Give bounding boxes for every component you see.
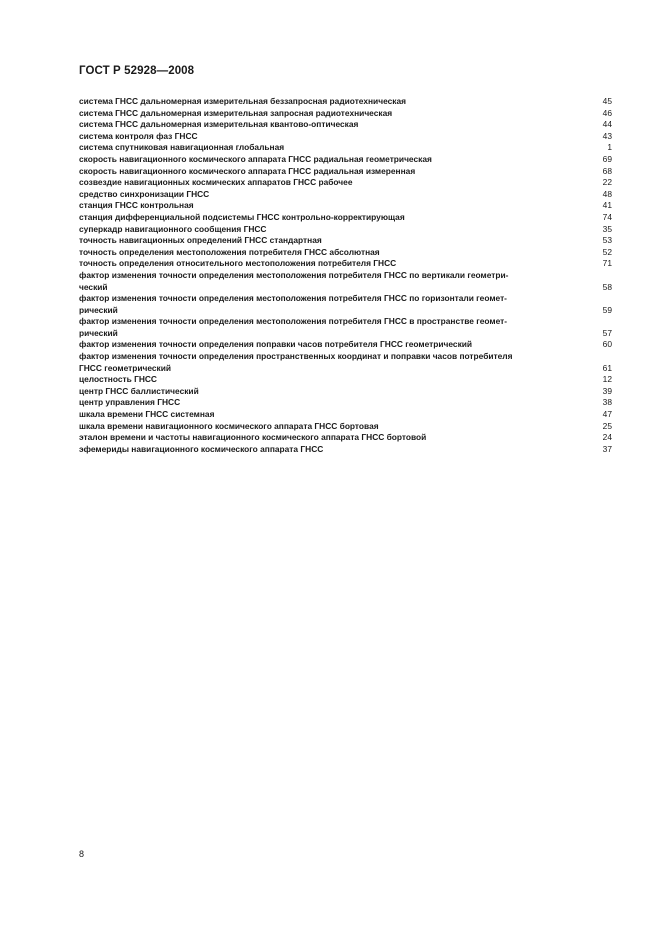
index-entry-term-text: центр ГНСС баллистический [79,385,199,396]
index-entry-term [79,224,594,236]
index-entry-term [79,177,594,189]
index-entry-term [79,108,594,120]
index-entry-term [79,397,594,409]
index-entry-term-text: точность определения местоположения потребителя ГНСС абсолютная [79,246,380,257]
index-entry-term-continuation: рический [79,304,118,315]
index-entry-page-ref: 46 [602,107,612,118]
index-entry-term-text: система ГНСС дальномерная измерительная запросная радиотехническая [79,107,393,118]
index-entry [79,293,612,316]
index-entry-term-text: точность навигационных определений ГНСС стандартная [79,235,322,246]
index-entry-page-ref: 57 [602,327,612,338]
index-entry-term [79,119,594,131]
index-entry [79,258,612,270]
document-header: ГОСТ Р 52928—2008 [79,65,195,77]
index-entry-term-text: шкала времени ГНСС системная [79,409,215,420]
index-entry [79,212,612,224]
index-entry-term-text: фактор изменения точности определения поправки часов потребителя ГНСС геометрический [79,339,473,350]
index-entry [79,432,612,444]
index-entry [79,421,612,433]
index-entry-page-ref: 22 [602,177,612,188]
index-entry [79,397,612,409]
index-entry-term-text: фактор изменения точности определения местоположения потребителя ГНСС по вертикали геометри- [79,269,509,280]
index-entry-term-text: фактор изменения точности определения местоположения потребителя ГНСС по горизонтали геомет- [79,293,507,304]
index-entry-page-ref: 41 [602,200,612,211]
index-entry-term [79,409,594,421]
index-entry-term [79,421,594,433]
index-entry-term [79,444,594,456]
index-entry [79,96,612,108]
index-entry-term [79,166,594,178]
index-entry-page-ref: 1 [607,142,612,153]
index-entry [79,189,612,201]
index-entry [79,409,612,421]
index-entry-term-text: система контроля фаз ГНСС [79,130,198,141]
index-entry-term [79,189,594,201]
index-entry-page-ref: 74 [602,211,612,222]
index-entry-page-ref: 39 [602,385,612,396]
index-entry [79,119,612,131]
index-entry-term-text: созвездие навигационных космических аппаратов ГНСС рабочее [79,177,353,188]
index-entry-term-text: шкала времени навигационного космического аппарата ГНСС бортовая [79,420,379,431]
index-entry [79,142,612,154]
index-entry-term [79,386,594,398]
index-entry-term [79,96,594,108]
index-entry [79,166,612,178]
index-entry-page-ref: 71 [602,258,612,269]
index-entry-term [79,154,594,166]
index-entry-page-ref: 44 [602,119,612,130]
index-entry-page-ref: 69 [602,153,612,164]
index-entry-page-ref: 37 [602,443,612,454]
index-entry-term-text: фактор изменения точности определения пространственных координат и поправки часов потребителя [79,351,513,362]
index-entry-term [79,432,594,444]
index-entry-term [79,258,594,270]
index-entry [79,339,612,351]
index-entry-term-text: суперкадр навигационного сообщения ГНСС [79,223,267,234]
index-entry-term-continuation: рический [79,327,118,338]
index-entry-term [79,212,594,224]
index-entry [79,108,612,120]
index-entry [79,386,612,398]
index-entry [79,200,612,212]
index-entry-page-ref: 38 [602,397,612,408]
page-number: 8 [79,849,85,859]
index-entry-page-ref: 52 [602,246,612,257]
index-entry [79,316,612,339]
index-entry-page-ref: 43 [602,130,612,141]
index-entry-term-text: центр управления ГНСС [79,397,181,408]
index-entry-term-text: станция ГНСС контрольная [79,200,194,211]
index-entry-page-ref: 48 [602,188,612,199]
index-entry-term-text: станция дифференциальной подсистемы ГНСС контрольно-корректирующая [79,211,405,222]
index-entry-term-text: система ГНСС дальномерная измерительная беззапросная радиотехническая [79,96,407,106]
index-entry-term-text: эталон времени и частоты навигационного космического аппарата ГНСС бортовой [79,432,427,443]
index-entry-term-text: скорость навигационного космического аппарата ГНСС радиальная геометрическая [79,153,432,164]
index-entry-page-ref: 59 [602,304,612,315]
index-entry-term [79,247,594,259]
index-entry [79,351,612,374]
index-entry-page-ref: 25 [602,420,612,431]
index-entry-page-ref: 58 [602,281,612,292]
index-entry [79,154,612,166]
term-index-list [79,96,612,455]
index-entry-term [79,142,594,154]
index-entry-term-text: скорость навигационного космического аппарата ГНСС радиальная измеренная [79,165,416,176]
index-entry-term-text: фактор изменения точности определения местоположения потребителя ГНСС в пространстве геомет- [79,316,508,327]
index-entry-term [79,339,594,351]
index-entry [79,177,612,189]
index-entry-page-ref: 35 [602,223,612,234]
index-entry [79,270,612,293]
index-entry-term [79,316,594,339]
index-entry-term-continuation: ческий [79,281,108,292]
index-entry-term-text: целостность ГНСС [79,374,157,385]
index-entry-page-ref: 24 [602,432,612,443]
index-entry [79,444,612,456]
index-entry-page-ref: 12 [602,374,612,385]
index-entry-term [79,351,594,374]
index-entry-page-ref: 68 [602,165,612,176]
index-entry [79,374,612,386]
index-entry-term [79,200,594,212]
index-entry-page-ref: 47 [602,409,612,420]
index-entry-term-text: эфемериды навигационного космического аппарата ГНСС [79,443,324,454]
index-entry [79,224,612,236]
index-entry [79,235,612,247]
index-entry-term [79,293,594,316]
index-entry-term [79,270,594,293]
index-entry-page-ref: 53 [602,235,612,246]
index-entry [79,131,612,143]
index-entry-page-ref: 60 [602,339,612,350]
index-entry-term-text: средство синхронизации ГНСС [79,188,210,199]
index-entry-term [79,131,594,143]
index-entry-term [79,374,594,386]
index-entry-term-continuation: ГНСС геометрический [79,362,172,373]
index-entry-term-text: система ГНСС дальномерная измерительная квантово-оптическая [79,119,359,130]
index-entry [79,247,612,259]
index-entry-term [79,235,594,247]
index-entry-term-text: система спутниковая навигационная глобальная [79,142,285,153]
index-entry-term-text: точность определения относительного местоположения потребителя ГНСС [79,258,397,269]
index-entry-page-ref: 45 [602,96,612,106]
index-entry-page-ref: 61 [602,362,612,373]
